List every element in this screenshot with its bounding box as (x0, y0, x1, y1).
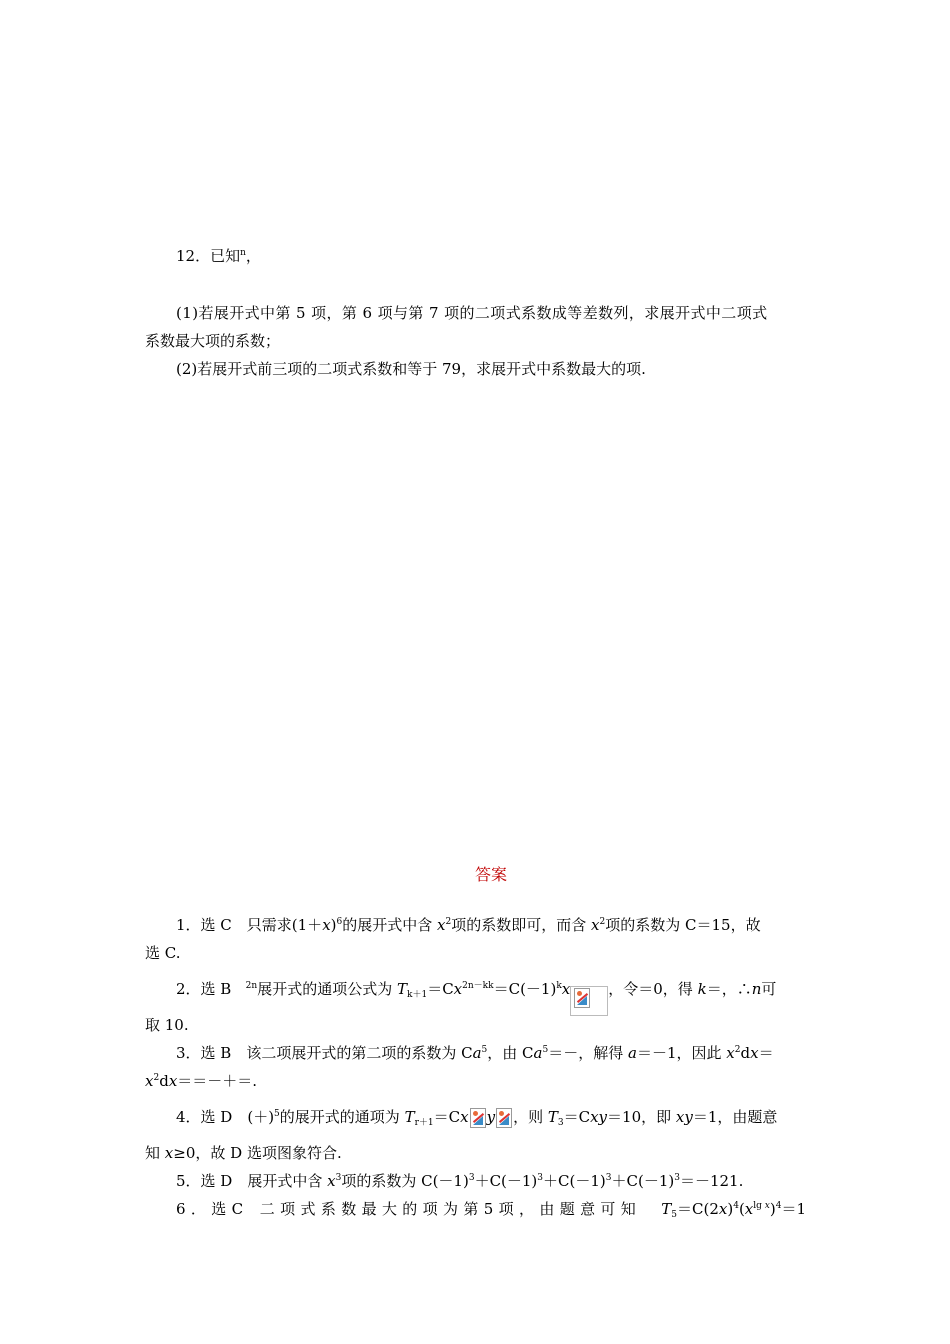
q12-part2 (176, 359, 646, 379)
a4-text: ＝10，即 (607, 1108, 672, 1126)
answer-3 (176, 1043, 774, 1063)
a6-char: 第 (463, 1200, 479, 1218)
answer-1: 1．选 C 只需求$(1+x)^6$的展开式中含 $x^2$项的系数即可，而含 $x^2$项的系数为 C＝15，故 (176, 916, 761, 934)
answer-heading: 答案 (474, 865, 507, 884)
a3-text: d (740, 1044, 751, 1062)
a6-char: 6 (176, 1200, 186, 1218)
var-x: x (561, 980, 571, 998)
exponent: 2n (245, 981, 258, 991)
a3-text: ＝ (758, 1044, 774, 1062)
exponent: 2 (153, 1073, 160, 1083)
a6-char: 由 (539, 1200, 555, 1218)
exponent: k (488, 981, 494, 991)
punct: ， (245, 247, 261, 265)
a6-char: 式 (300, 1200, 316, 1218)
a2-text: 取 10. (145, 1016, 189, 1034)
var-xy: xy (590, 1108, 608, 1126)
subscript: r＋1 (414, 1118, 434, 1128)
answer-6 (176, 1199, 806, 1219)
exponent: lg x (753, 1201, 770, 1211)
var-x: x (322, 916, 331, 934)
a3-text: d (159, 1072, 169, 1090)
a2-text: ＝C (427, 980, 454, 998)
a2-text: ＝C(－1) (493, 980, 557, 998)
q12-part1-cont (145, 331, 280, 351)
var-T: T (404, 1108, 415, 1126)
exponent: 3 (605, 1173, 612, 1183)
var-x: x (453, 980, 463, 998)
broken-image-icon (470, 1108, 486, 1128)
var-xy: xy (675, 1108, 693, 1126)
exponent: k (556, 981, 562, 991)
var-x: x (164, 1144, 174, 1162)
a5-text: 5．选 D 展开式中含 (176, 1172, 323, 1190)
var-x: x (327, 1172, 336, 1190)
exponent: 2 (445, 917, 452, 927)
exponent: 2 (734, 1045, 741, 1055)
q12-part1 (176, 303, 806, 323)
answer-2 (176, 979, 776, 1016)
a5-text: ＋C(－1) (474, 1172, 538, 1190)
a4-text: ，则 (513, 1108, 544, 1126)
a6-text: ( (738, 1200, 745, 1218)
a4-text: 知 (145, 1144, 161, 1162)
a6-char: 系 (320, 1200, 336, 1218)
var-x: x (726, 1044, 735, 1062)
a4-text: ≥0，故 D 选项图象符合. (173, 1144, 342, 1162)
a6-char: 项 (422, 1200, 438, 1218)
answer-2-cont (145, 1015, 189, 1035)
a6-char (248, 1199, 254, 1219)
q12-stem (176, 246, 261, 266)
var-x: x (460, 1108, 469, 1126)
a6-char: 的 (402, 1200, 418, 1218)
a1-text: 项的系数即可，而含 (451, 916, 587, 934)
a6-char: 数 (341, 1200, 357, 1218)
var-x: x (591, 916, 600, 934)
var-a: a (533, 1044, 543, 1062)
exponent: 6 (336, 917, 343, 927)
a5-text: ＝－121. (679, 1172, 744, 1190)
a6-char: 二 (259, 1200, 275, 1218)
exponent: 3 (537, 1173, 544, 1183)
exponent: n (240, 248, 246, 258)
a4-text: 的展开式的通项为 (279, 1108, 400, 1126)
exponent: 3 (674, 1173, 680, 1183)
a6-spread-text (176, 1199, 636, 1219)
a5-text: ＋C(－1) (611, 1172, 675, 1190)
a3-text: ＝－，解得 (548, 1044, 624, 1062)
a2-text: ＝，∴ (706, 980, 752, 998)
a4-text: ＝1，由题意 (692, 1108, 778, 1126)
a2-text: 2．选 B (176, 980, 232, 998)
a5-text: ＋C(－1) (543, 1172, 606, 1190)
a2-text: 可 (761, 980, 777, 998)
a6-formula: $T_5=C(2x)^4(x^{lg x})^4=1$ (661, 1200, 806, 1220)
var-x: x (750, 1044, 759, 1062)
a6-char: 意 (580, 1200, 596, 1218)
answer-4-cont (145, 1143, 342, 1163)
a6-char: 项 (280, 1200, 296, 1218)
a6-char: 知 (620, 1200, 636, 1218)
broken-image-icon (496, 1108, 512, 1128)
var-x: x (744, 1200, 754, 1218)
broken-image-icon (574, 988, 590, 1008)
answer-4 (176, 1107, 777, 1128)
exponent: 3 (468, 1173, 475, 1183)
var-T: T (547, 1108, 558, 1126)
var-x: x (718, 1200, 728, 1218)
a6-char: 大 (381, 1200, 397, 1218)
a1-text: 选 C. (145, 944, 181, 962)
var-x: x (145, 1072, 154, 1090)
a6-char: 为 (443, 1200, 459, 1218)
a3-text: ＝＝－＋＝. (177, 1072, 258, 1090)
q12-number: 12．已知 (176, 247, 241, 265)
q12-part2-text: (2)若展开式前三项的二项式系数和等于 79，求展开式中系数最大的项. (176, 360, 646, 378)
a6-char: 最 (361, 1200, 377, 1218)
a6-char: 题 (559, 1200, 575, 1218)
subscript: 5 (671, 1210, 677, 1220)
a1-text: 1．选 C 只需求(1＋ (176, 916, 323, 934)
a6-text: ＝1 (781, 1200, 806, 1218)
var-x: x (168, 1072, 178, 1090)
a2-text: 展开式的通项公式为 (257, 980, 393, 998)
exponent: 3 (335, 1173, 342, 1183)
exponent: 4 (775, 1201, 782, 1211)
var-T: T (396, 980, 407, 998)
a6-char: C (231, 1200, 244, 1218)
var-n: n (751, 980, 762, 998)
exponent: 4 (733, 1201, 739, 1211)
q12-part1-text-2: 系数最大项的系数； (145, 332, 281, 350)
var-k: k (697, 980, 707, 998)
var-a: a (472, 1044, 482, 1062)
answer-3-cont (145, 1071, 257, 1091)
q12-part1-text: (1)若展开式中第 5 项，第 6 项与第 7 项的二项式系数成等差数列，求展开式中二项式 (176, 304, 768, 322)
a6-char: 项 (498, 1200, 514, 1218)
a1-text: 项的系数为 C＝15，故 (605, 916, 761, 934)
a3-text: ，由 C (487, 1044, 534, 1062)
a6-char: ． (190, 1200, 206, 1218)
a1-text: 的展开式中含 (342, 916, 433, 934)
var-T: T (661, 1200, 672, 1218)
a6-text: ＝C(2 (677, 1200, 719, 1218)
a3-text: 3．选 B 该二项展开式的第二项的系数为 C (176, 1044, 473, 1062)
exponent: 5 (542, 1045, 549, 1055)
a4-text: ＝C (433, 1108, 461, 1126)
exponent: 2 (599, 917, 606, 927)
formula-image-frame (570, 986, 608, 1016)
var-y: y (486, 1108, 496, 1126)
a6-char: ， (518, 1200, 534, 1218)
exponent: 5 (481, 1045, 488, 1055)
subscript: k＋1 (407, 990, 428, 1000)
var-a: a (628, 1044, 637, 1062)
a6-char: 可 (600, 1200, 616, 1218)
a3-text: ＝－1，因此 (636, 1044, 722, 1062)
subscript: 3 (557, 1118, 564, 1128)
a6-char: 5 (483, 1200, 494, 1218)
a5-text: 项的系数为 C(－1) (341, 1172, 469, 1190)
var-x: x (437, 916, 446, 934)
answer-5 (176, 1171, 743, 1191)
exponent: 5 (274, 1109, 280, 1119)
a2-text: ，令＝0，得 (608, 980, 693, 998)
a6-char: 选 (211, 1200, 227, 1218)
exponent: 2n－k (462, 981, 489, 991)
a4-text: 4．选 D (＋) (176, 1108, 275, 1126)
answer-1-cont (145, 943, 180, 963)
a4-text: ＝C (563, 1108, 591, 1126)
